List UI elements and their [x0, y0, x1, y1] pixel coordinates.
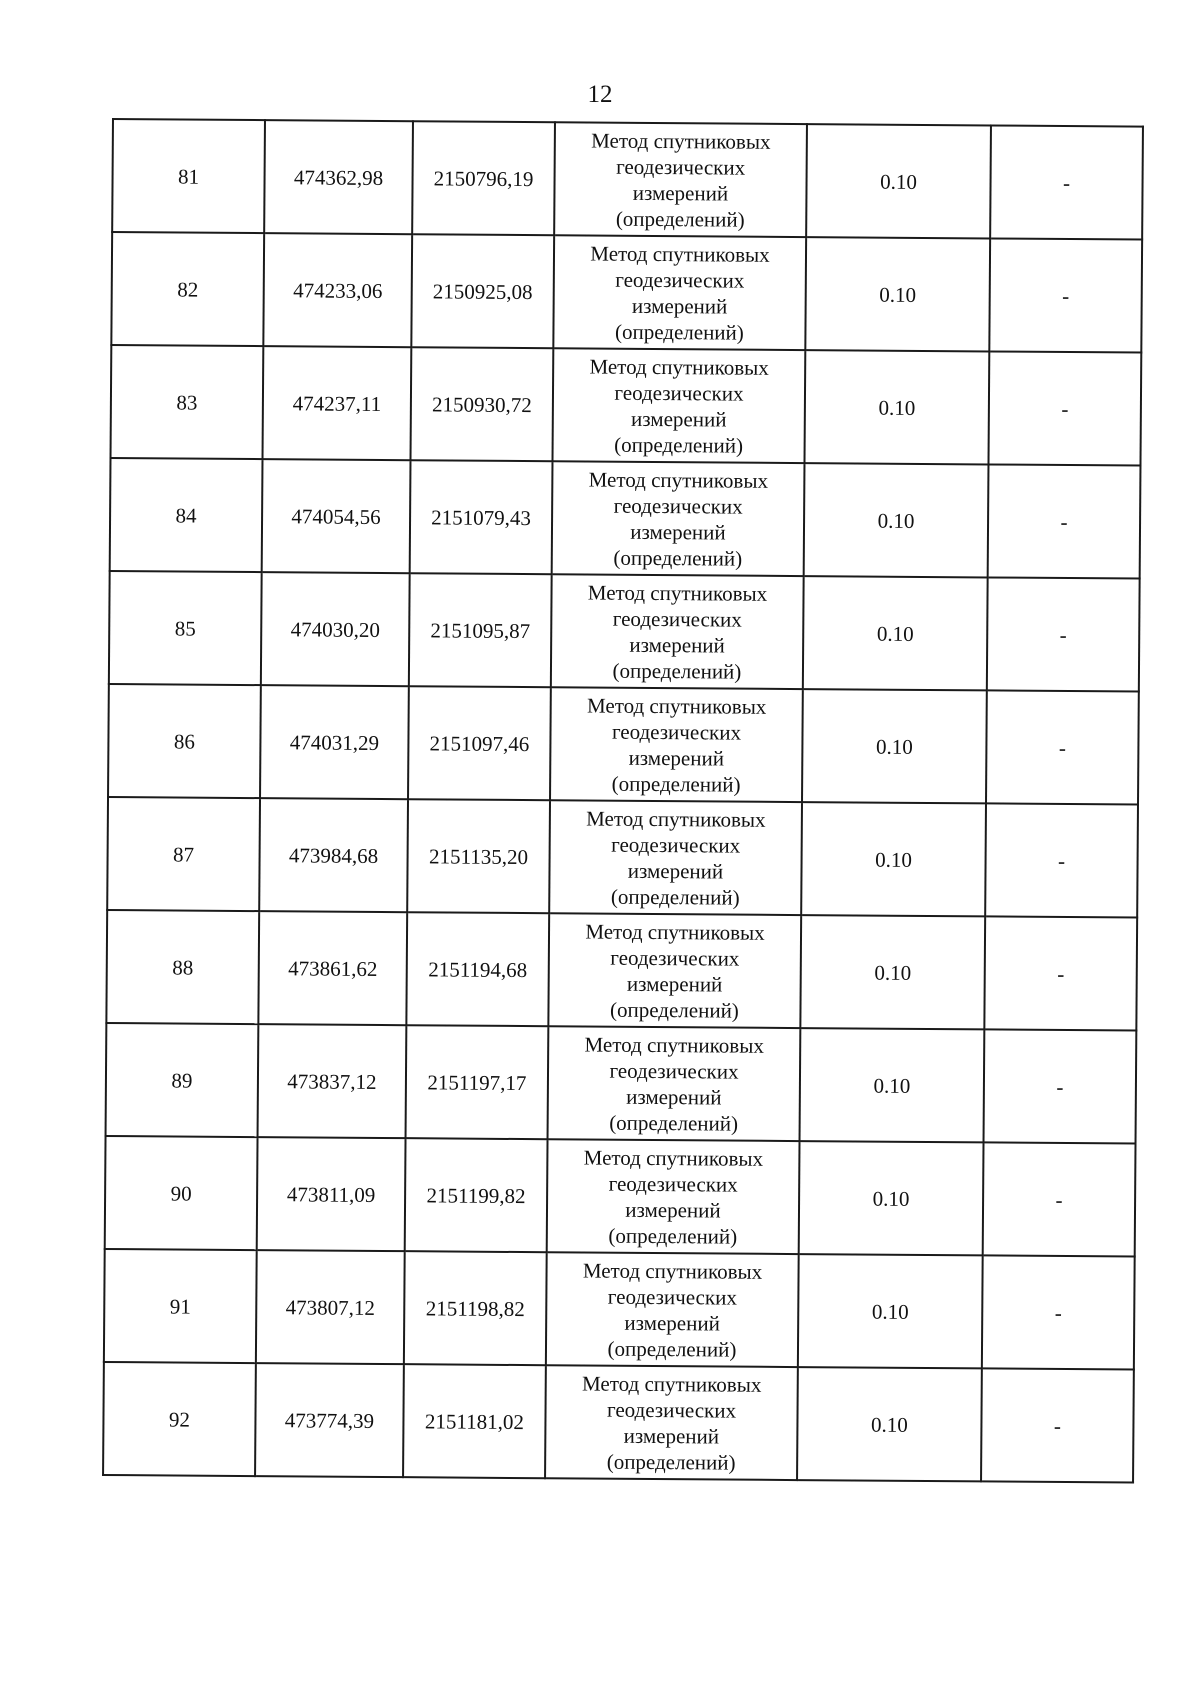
table-row	[105, 1136, 1136, 1257]
method-line: Метод спутниковых	[586, 805, 766, 832]
method-line: (определений)	[610, 884, 740, 910]
table-row	[103, 1362, 1134, 1483]
method-line: Метод спутниковых	[588, 467, 769, 493]
method-cell	[554, 122, 807, 237]
method-line: (определений)	[614, 432, 744, 458]
method-line: (определений)	[614, 319, 744, 345]
note-cell: -	[987, 577, 1140, 691]
method-line: геодезических	[613, 493, 743, 519]
method-line: геодезических	[615, 267, 745, 293]
method-line: измерений	[630, 519, 726, 545]
y-coordinate-cell: 2150925,08	[411, 234, 554, 348]
method-cell	[548, 913, 801, 1028]
method-cell	[553, 235, 806, 350]
x-coordinate-cell: 474054,56	[262, 459, 411, 573]
x-coordinate-cell: 473984,68	[259, 798, 408, 912]
x-coordinate-cell: 474233,06	[263, 233, 412, 347]
method-cell	[552, 348, 805, 463]
method-line: (определений)	[608, 1223, 738, 1249]
y-coordinate-cell: 2150930,72	[410, 347, 553, 461]
method-cell	[545, 1365, 798, 1480]
page-number: 12	[587, 81, 613, 108]
method-cell	[552, 461, 805, 576]
method-line: измерений	[631, 406, 727, 432]
x-coordinate-cell: 473774,39	[255, 1363, 404, 1477]
method-line: измерений	[627, 858, 724, 884]
method-line: Метод спутниковых	[589, 354, 769, 380]
method-line: (определений)	[607, 1336, 737, 1362]
accuracy-cell: 0.10	[805, 237, 990, 351]
x-coordinate-cell: 474030,20	[261, 572, 410, 686]
method-line: геодезических	[607, 1284, 737, 1310]
note-cell: -	[990, 125, 1143, 239]
point-number-cell: 81	[112, 119, 265, 233]
accuracy-cell: 0.10	[800, 915, 985, 1029]
method-cell	[546, 1252, 799, 1367]
point-number-cell: 84	[110, 458, 263, 572]
table-row	[107, 797, 1138, 918]
method-line: геодезических	[611, 832, 741, 858]
y-coordinate-cell: 2151199,82	[405, 1138, 548, 1252]
note-cell: -	[984, 1029, 1137, 1143]
method-line: (определений)	[606, 1449, 736, 1475]
accuracy-cell: 0.10	[801, 802, 986, 916]
point-number-cell: 86	[108, 684, 261, 798]
x-coordinate-cell: 474362,98	[264, 120, 413, 234]
point-number-cell: 83	[111, 345, 264, 459]
table-row	[106, 910, 1137, 1031]
point-number-cell: 85	[109, 571, 262, 685]
method-line: (определений)	[615, 206, 745, 232]
point-number-cell: 92	[103, 1362, 256, 1476]
method-line: Метод спутниковых	[586, 692, 767, 719]
point-number-cell: 91	[104, 1249, 257, 1363]
method-line: (определений)	[613, 545, 743, 571]
note-cell: -	[982, 1255, 1135, 1369]
method-line: измерений	[626, 971, 723, 996]
x-coordinate-cell: 474031,29	[260, 685, 409, 799]
accuracy-cell: 0.10	[799, 1141, 984, 1255]
table-row	[112, 119, 1143, 240]
method-line: измерений	[624, 1310, 720, 1335]
method-line: измерений	[631, 293, 728, 319]
y-coordinate-cell: 2151079,43	[410, 460, 553, 574]
y-coordinate-cell: 2151197,17	[406, 1025, 549, 1139]
method-line: (определений)	[612, 658, 742, 684]
method-line: геодезических	[609, 1058, 739, 1084]
accuracy-cell: 0.10	[798, 1254, 983, 1368]
coordinates-table-wrapper	[102, 118, 1142, 1484]
y-coordinate-cell: 2151181,02	[403, 1364, 546, 1478]
table-row	[111, 232, 1142, 353]
method-cell	[547, 1139, 800, 1254]
coordinates-table	[102, 118, 1144, 1484]
x-coordinate-cell: 474237,11	[263, 346, 412, 460]
x-coordinate-cell: 473811,09	[257, 1137, 406, 1251]
method-line: геодезических	[610, 945, 740, 971]
method-line: измерений	[623, 1423, 720, 1448]
method-cell	[550, 687, 803, 802]
y-coordinate-cell: 2151097,46	[408, 686, 551, 800]
accuracy-cell: 0.10	[804, 350, 989, 464]
method-cell	[549, 800, 802, 915]
point-number-cell: 89	[106, 1023, 259, 1137]
table-row	[109, 571, 1140, 692]
method-line: геодезических	[608, 1171, 738, 1197]
method-line: Метод спутниковых	[590, 241, 770, 267]
note-cell: -	[983, 1142, 1136, 1256]
method-line: Метод спутниковых	[583, 1144, 764, 1171]
note-cell: -	[984, 916, 1137, 1030]
table-row	[111, 345, 1142, 466]
note-cell: -	[988, 464, 1141, 578]
note-cell: -	[986, 690, 1139, 804]
table-row	[104, 1249, 1135, 1370]
accuracy-cell: 0.10	[802, 689, 987, 803]
x-coordinate-cell: 473807,12	[256, 1250, 405, 1364]
note-cell: -	[989, 238, 1142, 352]
method-line: измерений	[625, 1197, 721, 1222]
accuracy-cell: 0.10	[797, 1367, 982, 1481]
note-cell: -	[981, 1368, 1134, 1482]
coordinates-table-body	[103, 119, 1143, 1483]
method-line: геодезических	[612, 606, 742, 632]
method-line: (определений)	[611, 771, 741, 797]
method-line: измерений	[628, 745, 725, 771]
method-line: Метод спутниковых	[587, 580, 768, 606]
method-line: измерений	[626, 1084, 722, 1109]
method-line: измерений	[629, 632, 725, 658]
method-line: (определений)	[609, 997, 739, 1023]
method-line: измерений	[632, 180, 729, 206]
accuracy-cell: 0.10	[803, 576, 988, 690]
y-coordinate-cell: 2151135,20	[407, 799, 550, 913]
note-cell: -	[988, 351, 1141, 465]
table-row	[108, 684, 1139, 805]
method-line: (определений)	[609, 1110, 739, 1136]
y-coordinate-cell: 2151198,82	[404, 1251, 547, 1365]
method-cell	[551, 574, 804, 689]
method-line: геодезических	[611, 719, 742, 745]
table-row	[106, 1023, 1137, 1144]
y-coordinate-cell: 2150796,19	[412, 121, 555, 235]
x-coordinate-cell: 473861,62	[258, 911, 407, 1025]
method-cell	[548, 1026, 801, 1141]
method-line: Метод спутниковых	[585, 918, 765, 945]
point-number-cell: 90	[105, 1136, 258, 1250]
accuracy-cell: 0.10	[800, 1028, 985, 1142]
method-line: геодезических	[606, 1397, 737, 1423]
table-row	[110, 458, 1141, 579]
point-number-cell: 88	[106, 910, 259, 1024]
point-number-cell: 82	[111, 232, 264, 346]
method-line: геодезических	[614, 380, 744, 406]
method-line: Метод спутниковых	[581, 1370, 762, 1397]
method-line: Метод спутниковых	[582, 1257, 763, 1284]
method-line: Метод спутниковых	[584, 1031, 764, 1058]
y-coordinate-cell: 2151095,87	[409, 573, 552, 687]
method-line: Метод спутниковых	[591, 128, 771, 154]
x-coordinate-cell: 473837,12	[258, 1024, 407, 1138]
y-coordinate-cell: 2151194,68	[406, 912, 549, 1026]
accuracy-cell: 0.10	[804, 463, 989, 577]
accuracy-cell: 0.10	[806, 124, 991, 238]
point-number-cell: 87	[107, 797, 260, 911]
note-cell: -	[985, 803, 1138, 917]
method-line: геодезических	[616, 154, 746, 180]
